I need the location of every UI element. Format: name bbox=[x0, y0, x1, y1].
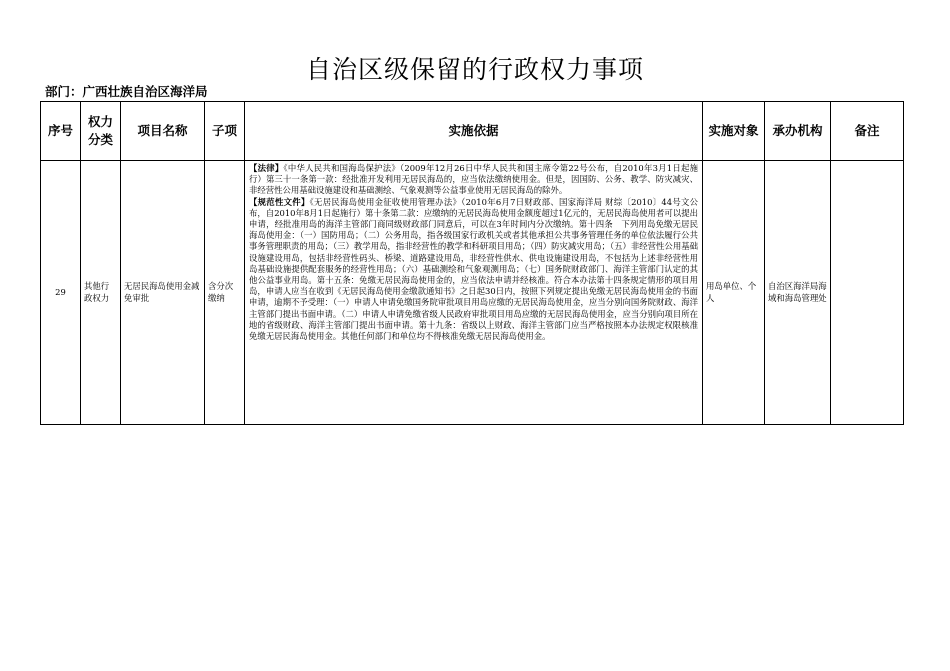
header-power-type: 权力分类 bbox=[81, 102, 121, 161]
cell-basis bbox=[245, 161, 703, 425]
basis-norm-paragraph bbox=[249, 197, 698, 343]
page-title: 自治区级保留的行政权力事项 bbox=[305, 55, 644, 84]
basis-norm-tag: 【规范性文件】 bbox=[249, 196, 310, 207]
header-item-name: 项目名称 bbox=[121, 102, 205, 161]
header-agency: 承办机构 bbox=[765, 102, 831, 161]
header-basis: 实施依据 bbox=[245, 102, 703, 161]
cell-remark bbox=[831, 161, 904, 425]
header-target: 实施对象 bbox=[703, 102, 765, 161]
basis-law-tag: 【法律】 bbox=[249, 163, 284, 173]
basis-law-paragraph bbox=[249, 163, 698, 197]
basis-norm-text: 《无居民海岛使用金征收使用管理办法》（2010年6月7日财政部、国家海洋局 财综〔2010〕44号文公布，自2010年8月1日起施行）第十条第二款：应缴纳的无居民海岛使用金额度超过1亿元的，无居民海岛使用者可以提出申请，经批准用岛的海洋主管部门商同级财政部门同意后，可以在3年时间内分次缴纳。第十四条 下列用岛免缴无居民海岛使用金：（一）国防用岛；（二）公务用岛，指各级国家行政机关或者其他承担公共事务管理任务的单位依法履行公共事务管理职责的用岛；（三）教学用岛，指非经营性的教学和科研项目用岛；（四）防灾减灾用岛；（五）非经营性公用基础设施建设用岛，包括非经营性码头、桥梁、道路建设用岛，非经营性供水、供电设施建设用岛，不包括为上述非经营性用岛基础设施提供配套服务的经营性用岛；（六）基础测绘和气象观测用岛；（七）国务院财政部门、海洋主管部门认定的其他公益事业用岛。第十五条：免缴无居民海岛使用金的，应当依法申请并经核准。符合本办法第十四条规定情形的项目用岛，申请人应当在收到《无居民海岛使用金缴款通知书》之日起30日内，按照下列规定提出免缴无居民海岛使用金的书面申请，逾期不予受理：（一）申请人申请免缴国务院审批项目用岛应缴的无居民海岛使用金，应当分别向国务院财政、海洋主管部门提出书面申请。（二）申请人申请免缴省级人民政府审批项目用岛应缴的无居民海岛使用金，应当分别向项目所在地的省级财政、海洋主管部门提出书面申请。第十九条：省级以上财政、海洋主管部门应当严格按照本办法规定权限核准免缴无居民海岛使用金。其他任何部门和单位均不得核准免缴无居民海岛使用金。 bbox=[249, 196, 698, 342]
header-seq: 序号 bbox=[41, 102, 81, 161]
basis-law-text: 《中华人民共和国海岛保护法》（2009年12月26日中华人民共和国主席令第22号公布，自2010年3月1日起施行）第三十一条第一款：经批准开发利用无居民海岛的，应当依法缴纳使用金。但是，因国防、公务、教学、防灾减灾、非经营性公用基础设施建设和基础测绘、气象观测等公益事业使用无居民海岛的除外。 bbox=[249, 163, 698, 196]
header-sub-item: 子项 bbox=[205, 102, 245, 161]
power-items-table bbox=[40, 101, 904, 425]
department-label: 部门：广西壮族自治区海洋局 bbox=[45, 84, 208, 99]
table-row bbox=[41, 161, 904, 425]
cell-agency: 自治区海洋局海域和海岛管理处 bbox=[765, 161, 831, 425]
table-header-row bbox=[41, 102, 904, 161]
cell-target: 用岛单位、个人 bbox=[703, 161, 765, 425]
cell-sub-item: 含分次缴纳 bbox=[205, 161, 245, 425]
cell-item-name: 无居民海岛使用金减免审批 bbox=[121, 161, 205, 425]
header-remark: 备注 bbox=[831, 102, 904, 161]
cell-power-type: 其他行政权力 bbox=[81, 161, 121, 425]
cell-seq: 29 bbox=[41, 161, 81, 425]
